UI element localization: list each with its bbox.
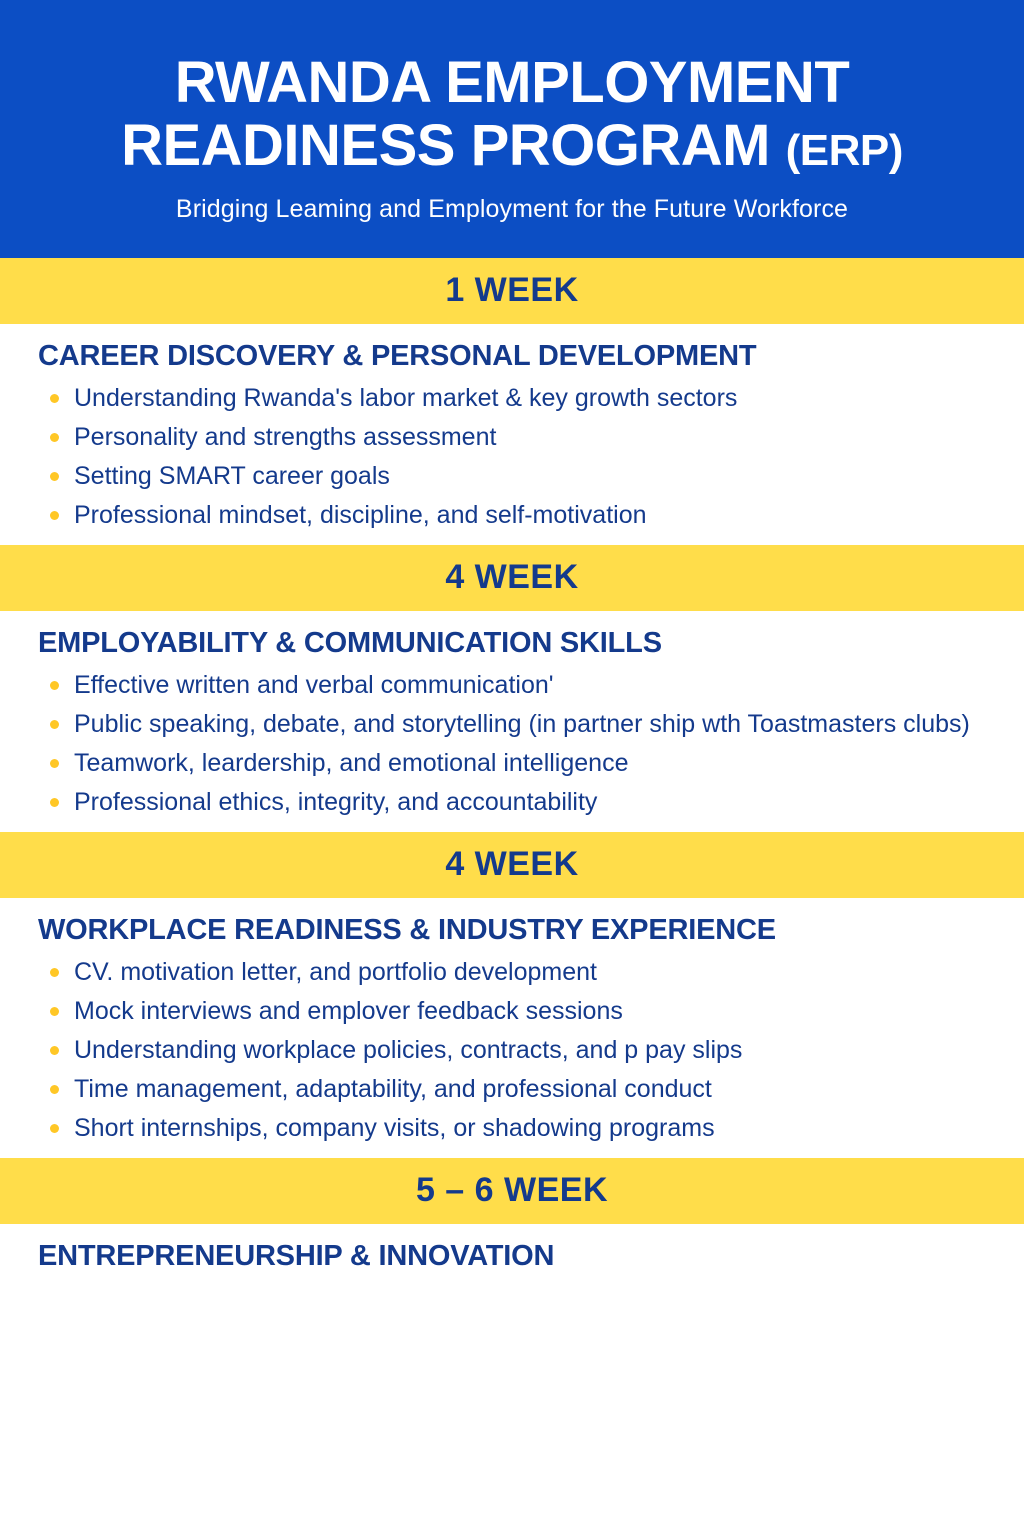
list-item: Effective written and verbal communication' xyxy=(38,666,990,705)
section-1-list xyxy=(38,379,990,535)
section-3-title: WORKPLACE READINESS & INDUSTRY EXPERIENCE xyxy=(38,914,776,947)
list-item: Teamwork, leardership, and emotional intelligence xyxy=(38,744,990,783)
section-2 xyxy=(0,611,1024,832)
page-title-line1: RWANDA EMPLOYMENT xyxy=(174,50,850,115)
section-1-title: CAREER DISCOVERY & PERSONAL DEVELOPMENT xyxy=(38,340,757,373)
section-3-list xyxy=(38,953,990,1148)
list-item: Professional ethics, integrity, and accountability xyxy=(38,783,990,822)
page-title-abbr: (ERP) xyxy=(785,125,903,175)
page-subtitle: Bridging Leaming and Employment for the Future Workforce xyxy=(175,195,849,224)
list-item: CV. motivation letter, and portfolio development xyxy=(38,953,990,992)
list-item: Mock interviews and emplover feedback sessions xyxy=(38,992,990,1031)
section-1 xyxy=(0,324,1024,545)
week-band-4: 5 – 6 WEEK xyxy=(0,1158,1024,1224)
list-item: Understanding workplace policies, contracts, and p pay slips xyxy=(38,1031,990,1070)
week-band-1: 1 WEEK xyxy=(0,258,1024,324)
list-item: Setting SMART career goals xyxy=(38,457,990,496)
section-4 xyxy=(0,1224,1024,1289)
week-band-2: 4 WEEK xyxy=(0,545,1024,611)
section-2-list xyxy=(38,666,990,822)
section-3 xyxy=(0,898,1024,1158)
list-item: Public speaking, debate, and storytelling (in partner ship wth Toastmasters clubs) xyxy=(38,705,990,744)
page-title xyxy=(40,52,984,177)
week-band-3: 4 WEEK xyxy=(0,832,1024,898)
page-title-line2: READINESS PROGRAM xyxy=(121,112,770,178)
list-item: Time management, adaptability, and professional conduct xyxy=(38,1070,990,1109)
list-item: Personality and strengths assessment xyxy=(38,418,990,457)
section-4-title: ENTREPRENEURSHIP & INNOVATION xyxy=(38,1240,555,1273)
list-item: Professional mindset, discipline, and self-motivation xyxy=(38,496,990,535)
section-2-title: EMPLOYABILITY & COMMUNICATION SKILLS xyxy=(38,627,662,660)
list-item: Understanding Rwanda's labor market & key growth sectors xyxy=(38,379,990,418)
poster-header xyxy=(0,0,1024,258)
list-item: Short internships, company visits, or shadowing programs xyxy=(38,1109,990,1148)
